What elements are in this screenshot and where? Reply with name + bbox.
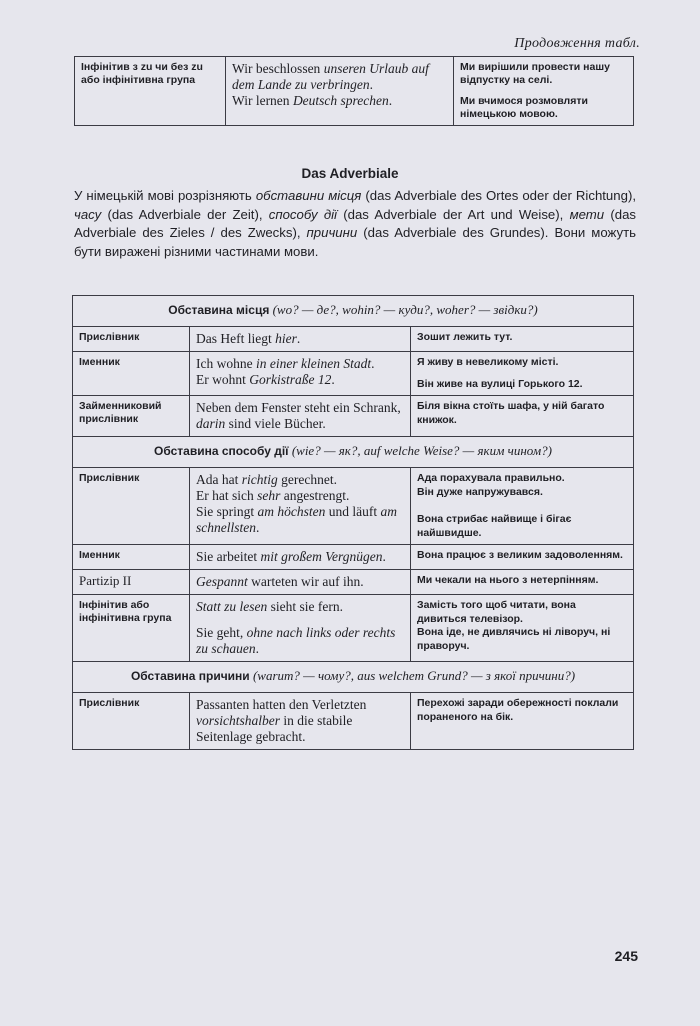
german-cell: Neben dem Fenster steht ein Schrank, darin sind viele Bücher. <box>190 396 411 437</box>
page-number: 245 <box>614 948 638 964</box>
group-header-row <box>73 437 634 468</box>
category-cell: Partizip II <box>73 570 190 595</box>
continuation-note: Продовження табл. <box>514 36 640 51</box>
german-cell: Gespannt warteten wir auf ihn. <box>190 570 411 595</box>
group-header-place: Обставина місця (wo? — де?, wohin? — куди?, woher? — звідки?) <box>73 296 634 327</box>
table-row <box>73 396 634 437</box>
category-cell: Прислівник <box>73 693 190 750</box>
german-cell: Ada hat richtig gerechnet. Er hat sich sehr angestrengt. Sie springt am höchsten und läuft am schnellsten. <box>190 468 411 545</box>
group-header-reason: Обставина причини (warum? — чому?, aus welchem Grund? — з якої причини?) <box>73 662 634 693</box>
table-row <box>73 352 634 396</box>
german-example: Wir beschlossen unseren Urlaub auf dem Lande zu verbringen. <box>232 61 429 92</box>
ukrainian-cell: Біля вікна стоїть шафа, у ній багато книжок. <box>411 396 634 437</box>
category-cell: Інфінітив з zu чи без zu або інфінітивна група <box>75 57 226 126</box>
ukrainian-cell: Я живу в невеликому місті. Він живе на вулиці Горького 12. <box>411 352 634 396</box>
adverbiale-table <box>72 295 634 750</box>
german-cell: Passanten hatten den Verletzten vorsichtshalber in die stabile Seitenlage gebracht. <box>190 693 411 750</box>
german-cell: Ich wohne in einer kleinen Stadt. Er wohnt Gorkistraße 12. <box>190 352 411 396</box>
german-cell <box>226 57 454 126</box>
category-cell: Займенниковий прислівник <box>73 396 190 437</box>
category-cell: Інфінітив або інфінітивна група <box>73 595 190 662</box>
table-row <box>73 693 634 750</box>
german-cell: Sie arbeitet mit großem Vergnügen. <box>190 545 411 570</box>
ukrainian-cell: Ми чекали на нього з нетерпінням. <box>411 570 634 595</box>
category-cell: Прислівник <box>73 327 190 352</box>
group-header-manner: Обставина способу дії (wie? — як?, auf welche Weise? — яким чином?) <box>73 437 634 468</box>
ukrainian-cell: Вона працює з великим задоволенням. <box>411 545 634 570</box>
table-row <box>73 468 634 545</box>
german-cell: Das Heft liegt hier. <box>190 327 411 352</box>
german-cell: Statt zu lesen sieht sie fern. Sie geht, ohne nach links oder rechts zu schauen. <box>190 595 411 662</box>
ukrainian-cell: Замість того щоб читати, вона дивиться телевізор. Вона іде, не дивлячись ні ліворуч, ні праворуч. <box>411 595 634 662</box>
group-header-row <box>73 296 634 327</box>
translation: Ми вчимося розмовляти німецькою мовою. <box>460 95 588 120</box>
category-cell: Іменник <box>73 545 190 570</box>
continued-table <box>74 56 634 126</box>
ukrainian-cell <box>454 57 634 126</box>
ukrainian-cell: Ада порахувала правильно. Він дуже напружувався. Вона стрибає найвище і бігає найшвидше. <box>411 468 634 545</box>
translation: Ми вирішили провести нашу відпустку на селі. <box>460 61 610 86</box>
intro-paragraph: У німецькій мові розрізняють обставини місця (das Adverbiale des Ortes oder der Richtung), часу (das Adverbiale der Zeit), способу дії (das Adverbiale der Art und Weise), мети (das Adverbiale des Zieles / des Zwecks), причини (das Adverbiale des Grundes). Вони можуть бути виражені різними частинами мови. <box>74 188 637 259</box>
table-row <box>73 327 634 352</box>
category-cell: Прислівник <box>73 468 190 545</box>
table-row <box>75 57 634 126</box>
category-cell: Іменник <box>73 352 190 396</box>
german-example: Wir lernen Deutsch sprechen. <box>232 93 393 108</box>
table-row <box>73 545 634 570</box>
table-row <box>73 570 634 595</box>
ukrainian-cell: Перехожі заради обережності поклали пораненого на бік. <box>411 693 634 750</box>
ukrainian-cell: Зошит лежить тут. <box>411 327 634 352</box>
group-header-row <box>73 662 634 693</box>
table-row <box>73 595 634 662</box>
section-heading: Das Adverbiale <box>301 166 399 181</box>
